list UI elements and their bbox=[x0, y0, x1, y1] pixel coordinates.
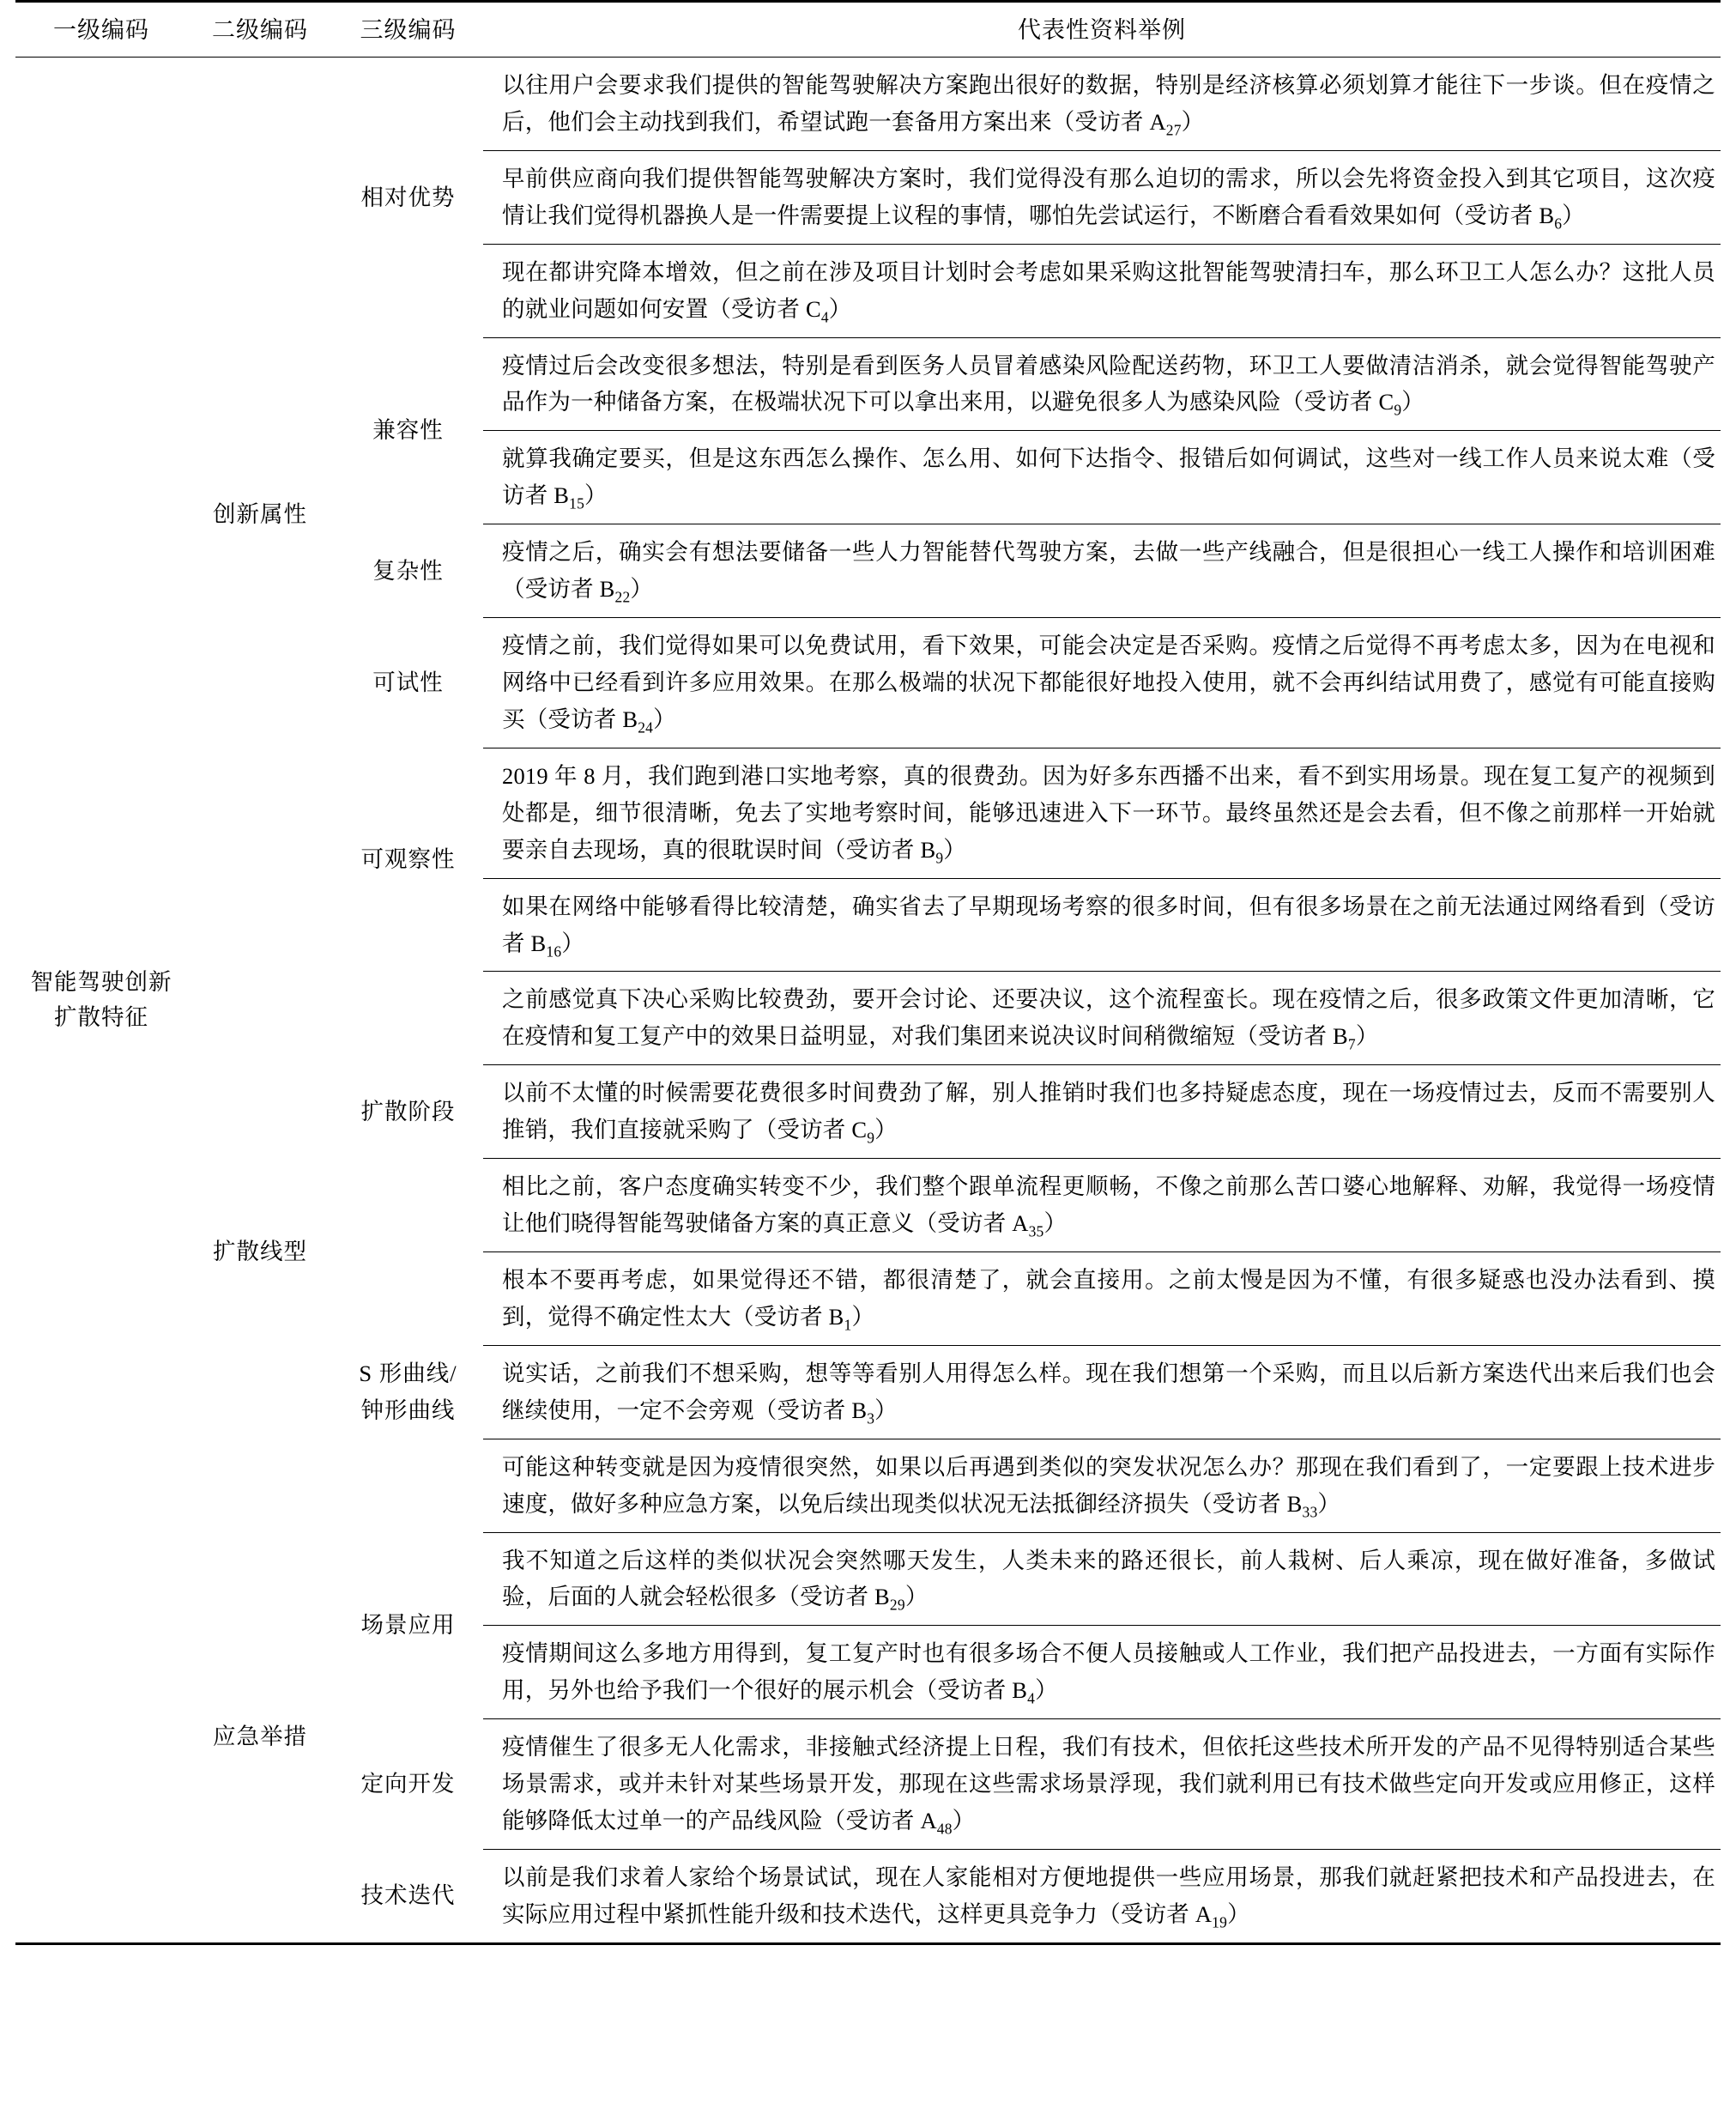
table-body bbox=[15, 58, 1721, 1944]
table-row bbox=[15, 972, 1721, 1065]
quote-cell: 相比之前，客户态度确实转变不少，我们整个跟单流程更顺畅，不像之前那么苦口婆心地解释、劝解，我觉得一场疫情让他们晓得智能驾驶储备方案的真正意义（受访者 $A_{35}$） bbox=[483, 1159, 1721, 1252]
level2-cell: 扩散线型 bbox=[213, 1239, 307, 1264]
quote-cell: 如果在网络中能够看得比较清楚，确实省去了早期现场考察的很多时间，但有很多场景在之前无法通过网络看到（受访者 $B_{16}$） bbox=[483, 878, 1721, 972]
level3-cell: 技术迭代 bbox=[333, 1849, 483, 1943]
quote-cell: 疫情催生了很多无人化需求，非接触式经济提上日程，我们有技术，但依托这些技术所开发的产品不见得特别适合某些场景需求，或并未针对某些场景开发，那现在这些需求场景浮现，我们就利用已有技术做些定向开发或应用修正，这样能够降低太过单一的产品线风险（受访者 $A_{48}$） bbox=[483, 1719, 1721, 1850]
level2-cell: 应急举措 bbox=[213, 1724, 307, 1750]
quote-cell: 现在都讲究降本增效，但之前在涉及项目计划时会考虑如果采购这批智能驾驶清扫车，那么环卫工人怎么办？这批人员的就业问题如何安置（受访者 $C_4$） bbox=[483, 244, 1721, 337]
level3-cell: 定向开发 bbox=[360, 1771, 456, 1797]
quote-cell: 说实话，之前我们不想采购，想等等看别人用得怎么样。现在我们想第一个采购，而且以后新方案迭代出来后我们也会继续使用，一定不会旁观（受访者 $B_3$） bbox=[483, 1345, 1721, 1439]
coding-table bbox=[15, 0, 1721, 1945]
quote-cell: 2019 年 8 月，我们跑到港口实地考察，真的很费劲。因为好多东西播不出来，看不到实用场景。现在复工复产的视频到处都是，细节很清晰，免去了实地考察时间，能够迅速进入下一环节。最终虽然还是会去看，但不像之前那样一开始就要亲自去现场，真的很耽误时间（受访者 $B_9$） bbox=[483, 748, 1721, 878]
table-header bbox=[15, 2, 1721, 58]
quote-cell: 疫情之前，我们觉得如果可以免费试用，看下效果，可能会决定是否采购。疫情之后觉得不再考虑太多，因为在电视和网络中已经看到许多应用效果。在那么极端的状况下都能很好地投入使用，就不会再纠结试用费了，感觉有可能直接购买（受访者 $B_{24}$） bbox=[483, 618, 1721, 748]
level3-cell: 场景应用 bbox=[360, 1612, 456, 1639]
quote-cell: 根本不要再考虑，如果觉得还不错，都很清楚了，就会直接用。之前太慢是因为不懂，有很多疑惑也没办法看到、摸到，觉得不确定性太大（受访者 $B_1$） bbox=[483, 1251, 1721, 1345]
level3-cell: 相对优势 bbox=[360, 184, 456, 210]
quote-cell: 就算我确定要买，但是这东西怎么操作、怎么用、如何下达指令、报错后如何调试，这些对一线工作人员来说太难（受访者 $B_{15}$） bbox=[483, 431, 1721, 524]
table-row bbox=[15, 58, 1721, 151]
header-examples: 代表性资料举例 bbox=[483, 2, 1721, 58]
quote-cell: 之前感觉真下决心采购比较费劲，要开会讨论、还要决议，这个流程蛮长。现在疫情之后，很多政策文件更加清晰，它在疫情和复工复产中的效果日益明显，对我们集团来说决议时间稍微缩短（受访者 $B_7$） bbox=[483, 972, 1721, 1065]
level3-cell: 扩散阶段 bbox=[360, 1098, 456, 1124]
quote-cell: 以往用户会要求我们提供的智能驾驶解决方案跑出很好的数据，特别是经济核算必须划算才能往下一步谈。但在疫情之后，他们会主动找到我们，希望试跑一套备用方案出来（受访者 $A_{27}$） bbox=[483, 58, 1721, 151]
level3-cell: 可试性 bbox=[372, 669, 444, 695]
quote-cell: 早前供应商向我们提供智能驾驶解决方案时，我们觉得没有那么迫切的需求，所以会先将资金投入到其它项目，这次疫情让我们觉得机器换人是一件需要提上议程的事情，哪怕先尝试运行，不断磨合看看效果如何（受访者 $B_6$） bbox=[483, 150, 1721, 244]
header-level1: 一级编码 bbox=[15, 2, 187, 58]
quote-cell: 疫情期间这么多地方用得到，复工复产时也有很多场合不便人员接触或人工作业，我们把产品投进去，一方面有实际作用，另外也给予我们一个很好的展示机会（受访者 $B_4$） bbox=[483, 1626, 1721, 1719]
level3-cell: 复杂性 bbox=[372, 557, 444, 584]
level2-cell: 创新属性 bbox=[213, 501, 307, 527]
level3-cell: 可观察性 bbox=[360, 846, 456, 873]
table-row bbox=[15, 1532, 1721, 1626]
quote-cell: 以前不太懂的时候需要花费很多时间费劲了解，别人推销时我们也多持疑虑态度，现在一场疫情过去，反而不需要别人推销，我们直接就采购了（受访者 $C_9$） bbox=[483, 1065, 1721, 1159]
header-level2: 二级编码 bbox=[187, 2, 333, 58]
header-level3: 三级编码 bbox=[333, 2, 483, 58]
quote-cell: 我不知道之后这样的类似状况会突然哪天发生，人类未来的路还很长，前人栽树、后人乘凉，现在做好准备，多做试验，后面的人就会轻松很多（受访者 $B_{29}$） bbox=[483, 1532, 1721, 1626]
quote-cell: 疫情之后，确实会有想法要储备一些人力智能替代驾驶方案，去做一些产线融合，但是很担心一线工人操作和培训困难（受访者 $B_{22}$） bbox=[483, 524, 1721, 618]
quote-cell: 以前是我们求着人家给个场景试试，现在人家能相对方便地提供一些应用场景，那我们就赶紧把技术和产品投进去，在实际应用过程中紧抓性能升级和技术迭代，这样更具竞争力（受访者 $A_{19}$） bbox=[483, 1849, 1721, 1943]
level3-cell: 兼容性 bbox=[372, 417, 444, 444]
level3-cell: S 形曲线/ 钟形曲线 bbox=[359, 1360, 457, 1423]
quote-cell: 疫情过后会改变很多想法，特别是看到医务人员冒着感染风险配送药物，环卫工人要做清洁消杀，就会觉得智能驾驶产品作为一种储备方案，在极端状况下可以拿出来用，以避免很多人为感染风险（受访者 $C_9$） bbox=[483, 337, 1721, 431]
level1-cell: 智能驾驶创新扩散特征 bbox=[30, 968, 172, 1030]
quote-cell: 可能这种转变就是因为疫情很突然，如果以后再遇到类似的突发状况怎么办？那现在我们看到了，一定要跟上技术进步速度，做好多种应急方案，以免后续出现类似状况无法抵御经济损失（受访者 $B_{33}$） bbox=[483, 1439, 1721, 1532]
